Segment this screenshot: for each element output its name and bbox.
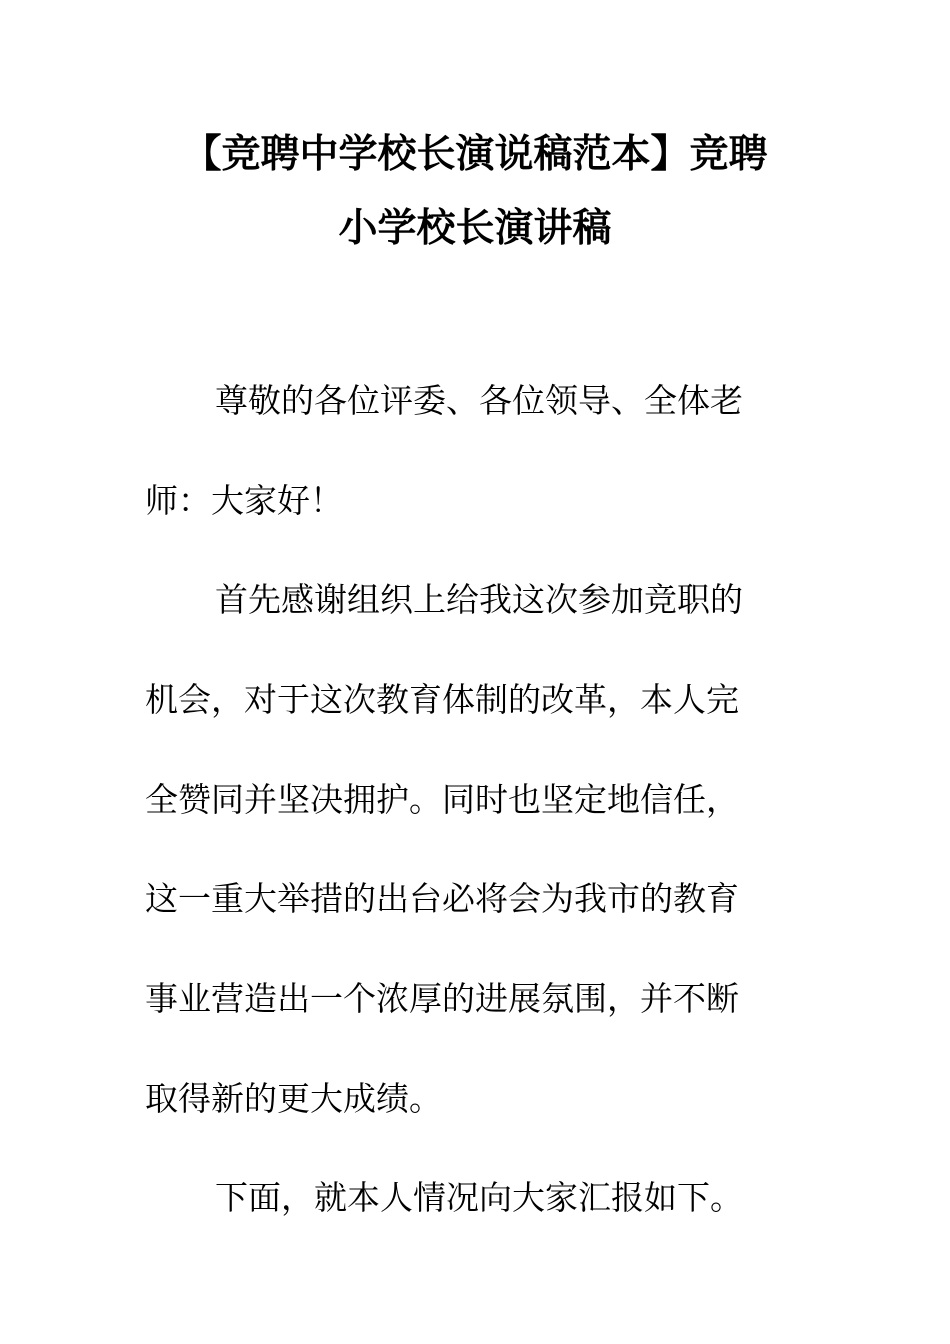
paragraph-line: 取得新的更大成绩。: [145, 1079, 442, 1118]
paragraph-line: 这一重大举措的出台必将会为我市的教育: [145, 879, 739, 918]
paragraph-line: 尊敬的各位评委、各位领导、全体老: [215, 381, 743, 420]
paragraph-line: 机会，对于这次教育体制的改革，本人完: [145, 680, 739, 719]
document-title-line-1: 【竞聘中学校长演说稿范本】竞聘: [182, 131, 768, 177]
paragraph-line: 下面，就本人情况向大家汇报如下。: [215, 1178, 743, 1217]
document-title-line-2: 小学校长演讲稿: [338, 205, 612, 251]
paragraph-line: 全赞同并坚决拥护。同时也坚定地信任，: [145, 780, 739, 819]
paragraph-line: 事业营造出一个浓厚的进展氛围，并不断: [145, 979, 739, 1018]
paragraph-line: 首先感谢组织上给我这次参加竞职的: [215, 580, 743, 619]
paragraph-line: 师：大家好！: [145, 481, 343, 520]
